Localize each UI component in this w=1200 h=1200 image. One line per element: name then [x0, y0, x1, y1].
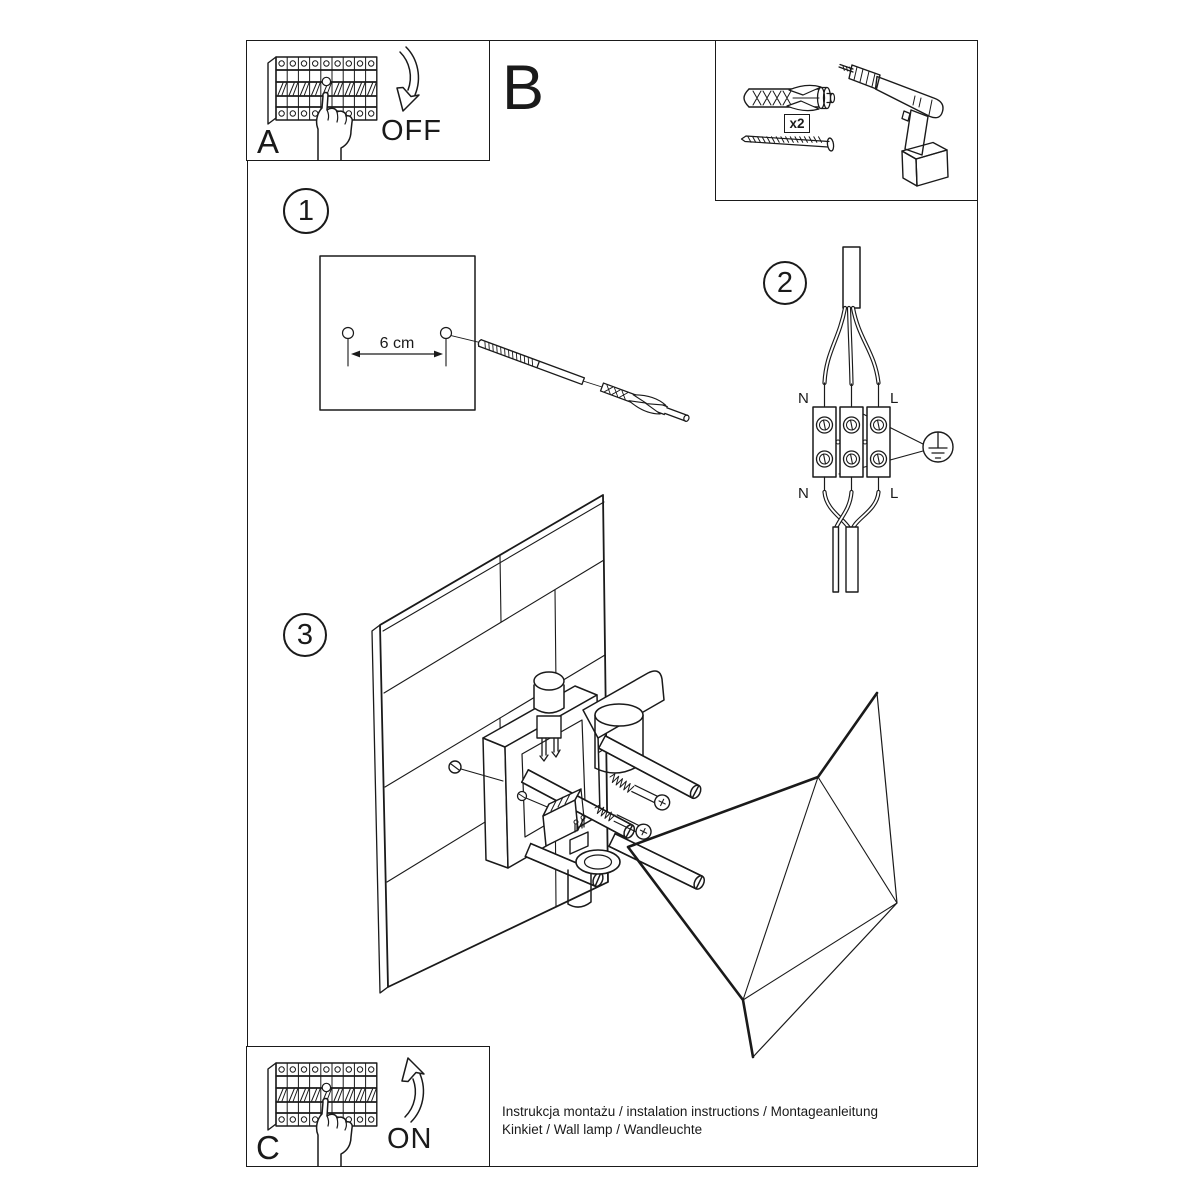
off-label: OFF — [381, 115, 442, 147]
breaker-box-a — [246, 40, 490, 161]
quantity-badge: x2 — [784, 114, 810, 133]
breaker-box-c — [246, 1046, 490, 1167]
drill-hole-left — [343, 328, 354, 339]
step-2-badge: 2 — [763, 261, 807, 305]
step-3-badge: 3 — [283, 613, 327, 657]
drilling-diagram — [315, 250, 700, 425]
footer-line-2: Kinkiet / Wall lamp / Wandleuchte — [502, 1121, 703, 1137]
footer-line-1: Instrukcja montażu / instalation instructions / Montageanleitung — [502, 1104, 878, 1119]
terminal-label-l-top: L — [890, 390, 899, 407]
arrow-down-icon — [388, 45, 426, 115]
wall-plug-icon — [744, 85, 835, 110]
drill-hole-right — [441, 328, 452, 339]
footer-text — [502, 1103, 878, 1138]
earth-symbol-icon — [923, 432, 953, 462]
mounting-diagram — [370, 480, 980, 1080]
drill-icon — [839, 65, 948, 187]
dimension-label: 6 cm — [379, 335, 415, 352]
kit-illustration — [716, 41, 975, 198]
panel-c-label: C — [256, 1129, 280, 1166]
on-label: ON — [387, 1123, 433, 1155]
terminal-label-n-top: N — [798, 390, 809, 407]
breaker-panel-a — [260, 52, 390, 161]
panel-a-label: A — [257, 123, 280, 160]
cable-sleeve-top — [843, 247, 860, 308]
section-label-b: B — [502, 53, 545, 123]
supply-wires — [825, 308, 879, 406]
drill-bit-icon — [477, 339, 584, 384]
screw-icon — [742, 136, 835, 151]
arrow-up-icon — [393, 1054, 431, 1124]
hardware-kit-box — [715, 40, 978, 201]
terminal-label-l-bottom: L — [890, 485, 899, 502]
terminal-label-n-bottom: N — [798, 485, 809, 502]
wall-anchor-icon — [599, 380, 691, 426]
terminal-block — [813, 407, 890, 477]
step-1-badge: 1 — [283, 188, 329, 234]
